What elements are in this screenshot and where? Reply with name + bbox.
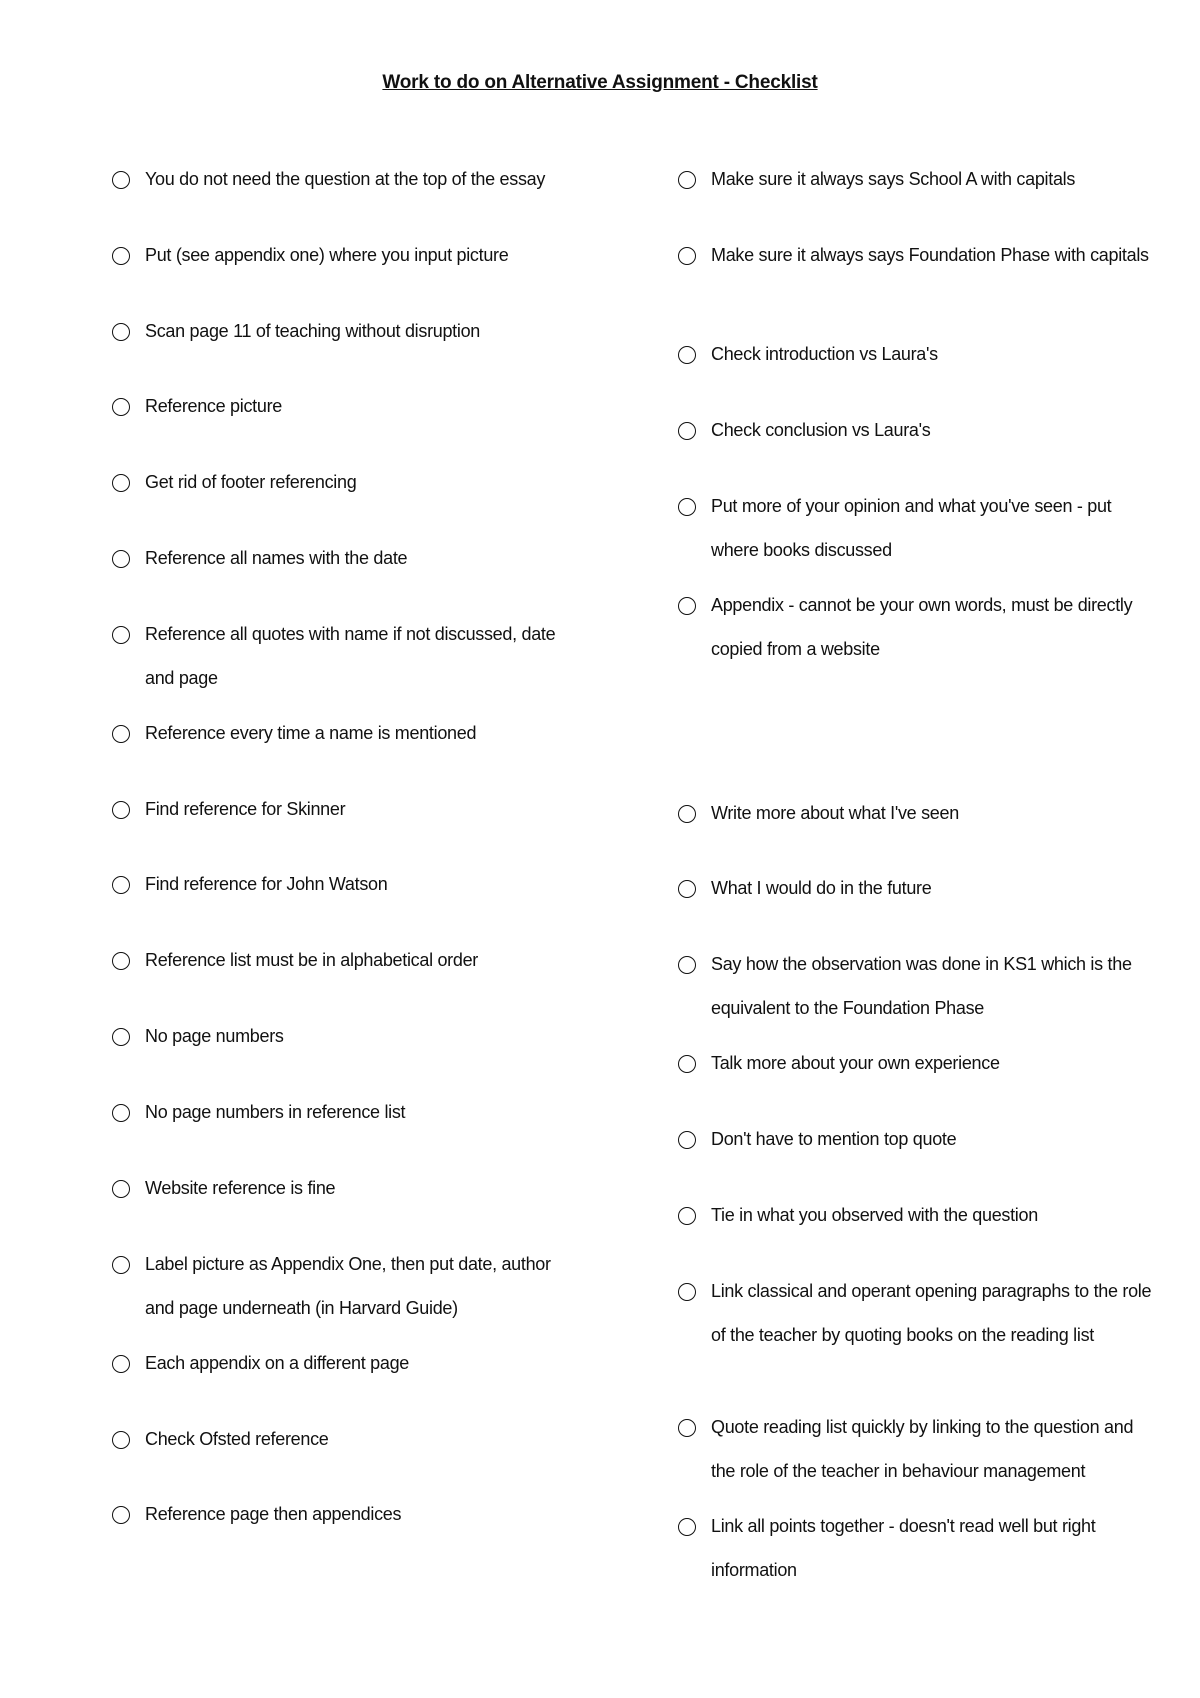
checkbox-circle-icon[interactable] [112, 247, 130, 265]
checklist-item-label: Find reference for John Watson [145, 874, 388, 894]
checklist-item-label: Appendix - cannot be your own words, must be directly copied from a website [711, 595, 1133, 659]
checklist-item-label: Reference picture [145, 396, 282, 416]
checkbox-circle-icon[interactable] [112, 398, 130, 416]
checkbox-circle-icon[interactable] [112, 474, 130, 492]
checklist-item-label: Reference all quotes with name if not discussed, date and page [145, 624, 556, 688]
checkbox-circle-icon[interactable] [112, 1180, 130, 1198]
checklist-item[interactable] [112, 950, 582, 982]
checkbox-circle-icon[interactable] [112, 725, 130, 743]
checkbox-circle-icon[interactable] [678, 1131, 696, 1149]
checklist-item-label: You do not need the question at the top of the essay [145, 169, 546, 189]
checkbox-circle-icon[interactable] [112, 1028, 130, 1046]
checklist-item[interactable] [112, 245, 582, 277]
checkbox-circle-icon[interactable] [678, 597, 696, 615]
checklist-item-label: Find reference for Skinner [145, 799, 346, 819]
checkbox-circle-icon[interactable] [112, 1431, 130, 1449]
checklist-item[interactable] [678, 1516, 1153, 1592]
checklist-item-label: Put (see appendix one) where you input picture [145, 245, 509, 265]
checkbox-circle-icon[interactable] [112, 952, 130, 970]
checklist-item-label: Put more of your opinion and what you've seen - put where books discussed [711, 496, 1112, 560]
checkbox-circle-icon[interactable] [112, 1104, 130, 1122]
checklist-item-label: Get rid of footer referencing [145, 472, 357, 492]
checklist-item-label: Each appendix on a different page [145, 1353, 409, 1373]
checklist-item-label: Reference all names with the date [145, 548, 408, 568]
checklist-item[interactable] [112, 1429, 582, 1461]
checklist-item[interactable] [678, 595, 1153, 671]
checklist-item-label: Check conclusion vs Laura's [711, 420, 931, 440]
checklist-item[interactable] [112, 321, 582, 353]
checkbox-circle-icon[interactable] [112, 1256, 130, 1274]
checkbox-circle-icon[interactable] [678, 805, 696, 823]
page-title: Work to do on Alternative Assignment - Checklist [382, 72, 818, 93]
checkbox-circle-icon[interactable] [112, 550, 130, 568]
checklist-item[interactable] [112, 396, 582, 428]
checklist-item-label: Scan page 11 of teaching without disruption [145, 321, 481, 341]
checklist-item[interactable] [112, 1102, 582, 1134]
checkbox-circle-icon[interactable] [678, 346, 696, 364]
checklist-item[interactable] [678, 1281, 1153, 1357]
checklist-item[interactable] [112, 1254, 582, 1330]
checklist-item[interactable] [112, 799, 582, 831]
checklist-item[interactable] [112, 1178, 582, 1210]
checklist-item[interactable] [112, 548, 582, 580]
checklist-item[interactable] [678, 169, 1153, 201]
checkbox-circle-icon[interactable] [678, 498, 696, 516]
checklist-item[interactable] [678, 420, 1153, 452]
checklist-item[interactable] [678, 878, 1153, 910]
checklist-item-label: Website reference is fine [145, 1178, 336, 1198]
checkbox-circle-icon[interactable] [112, 323, 130, 341]
checkbox-circle-icon[interactable] [112, 801, 130, 819]
checklist-item-label: Link all points together - doesn't read well but right information [711, 1516, 1096, 1580]
checkbox-circle-icon[interactable] [112, 876, 130, 894]
checkbox-circle-icon[interactable] [678, 422, 696, 440]
checkbox-circle-icon[interactable] [678, 1283, 696, 1301]
checklist-item[interactable] [112, 1026, 582, 1058]
checklist-item-label: Write more about what I've seen [711, 803, 959, 823]
checklist-item[interactable] [678, 954, 1153, 1030]
checklist-item-label: Link classical and operant opening paragraphs to the role of the teacher by quoting books on the reading list [711, 1281, 1152, 1345]
checklist-item[interactable] [678, 1417, 1153, 1493]
checkbox-circle-icon[interactable] [112, 171, 130, 189]
checklist-item-label: Make sure it always says Foundation Phase with capitals [711, 245, 1149, 265]
checklist-item[interactable] [112, 1353, 582, 1385]
checklist-item[interactable] [678, 496, 1153, 572]
checkbox-circle-icon[interactable] [678, 1207, 696, 1225]
checklist-item-label: Talk more about your own experience [711, 1053, 1000, 1073]
checklist-item[interactable] [678, 245, 1153, 277]
checklist-item-label: Check introduction vs Laura's [711, 344, 938, 364]
checkbox-circle-icon[interactable] [112, 626, 130, 644]
checklist-item[interactable] [678, 1205, 1153, 1237]
checkbox-circle-icon[interactable] [678, 171, 696, 189]
checkbox-circle-icon[interactable] [112, 1355, 130, 1373]
checklist-item[interactable] [678, 344, 1153, 376]
checklist-item-label: Make sure it always says School A with capitals [711, 169, 1076, 189]
checklist-item[interactable] [678, 1053, 1153, 1085]
checklist-item-label: Tie in what you observed with the question [711, 1205, 1038, 1225]
checkbox-circle-icon[interactable] [678, 1518, 696, 1536]
checkbox-circle-icon[interactable] [678, 956, 696, 974]
checklist-item-label: What I would do in the future [711, 878, 932, 898]
checklist-item-label: Quote reading list quickly by linking to the question and the role of the teacher in behaviour management [711, 1417, 1134, 1481]
checklist-item-label: Check Ofsted reference [145, 1429, 329, 1449]
checklist-item[interactable] [112, 169, 582, 201]
checklist-item-label: No page numbers [145, 1026, 284, 1046]
checkbox-circle-icon[interactable] [678, 880, 696, 898]
checklist-item-label: Don't have to mention top quote [711, 1129, 957, 1149]
checkbox-circle-icon[interactable] [678, 1055, 696, 1073]
checklist-item[interactable] [678, 1129, 1153, 1161]
checklist-item-label: Say how the observation was done in KS1 which is the equivalent to the Foundation Phase [711, 954, 1132, 1018]
checklist-item-label: Label picture as Appendix One, then put date, author and page underneath (in Harvard Guide) [145, 1254, 551, 1318]
checklist-item[interactable] [678, 803, 1153, 835]
checkbox-circle-icon[interactable] [112, 1506, 130, 1524]
checkbox-circle-icon[interactable] [678, 247, 696, 265]
checklist-item-label: Reference every time a name is mentioned [145, 723, 477, 743]
checklist-item-label: No page numbers in reference list [145, 1102, 406, 1122]
checklist-item[interactable] [112, 472, 582, 504]
checkbox-circle-icon[interactable] [678, 1419, 696, 1437]
checklist-item[interactable] [112, 723, 582, 755]
checklist-item[interactable] [112, 874, 582, 906]
checklist-item[interactable] [112, 624, 582, 700]
checklist-item-label: Reference list must be in alphabetical order [145, 950, 478, 970]
checklist-item-label: Reference page then appendices [145, 1504, 402, 1524]
checklist-item[interactable] [112, 1504, 582, 1536]
